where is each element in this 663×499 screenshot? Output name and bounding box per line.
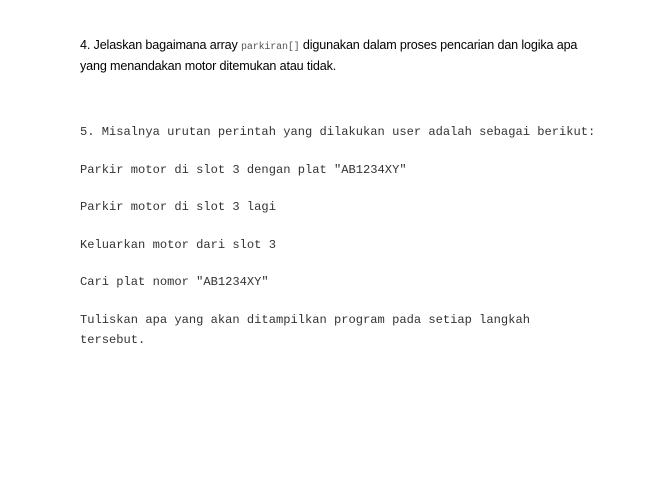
step-2: Parkir motor di slot 3 lagi [80, 200, 276, 214]
question-4-text-rest: digunakan dalam proses pencarian dan logika apa yang menandakan motor ditemukan atau tidak. [80, 38, 578, 73]
step-1: Parkir motor di slot 3 dengan plat "AB1234XY" [80, 162, 407, 177]
question-5-closing: Tuliskan apa yang akan ditampilkan program pada setiap langkah tersebut. [80, 312, 538, 347]
question-5 [80, 122, 600, 368]
question-4-text: 4. Jelaskan bagaimana array [80, 38, 242, 52]
code-parkiran: parkiran[] [241, 42, 300, 53]
step-4: Cari plat nomor "AB1234XY" [80, 275, 269, 289]
step-3: Keluarkan motor dari slot 3 [80, 237, 276, 252]
question-5-intro: 5. Misalnya urutan perintah yang dilakukan user adalah sebagai berikut: [80, 125, 596, 139]
question-4 [80, 36, 580, 76]
